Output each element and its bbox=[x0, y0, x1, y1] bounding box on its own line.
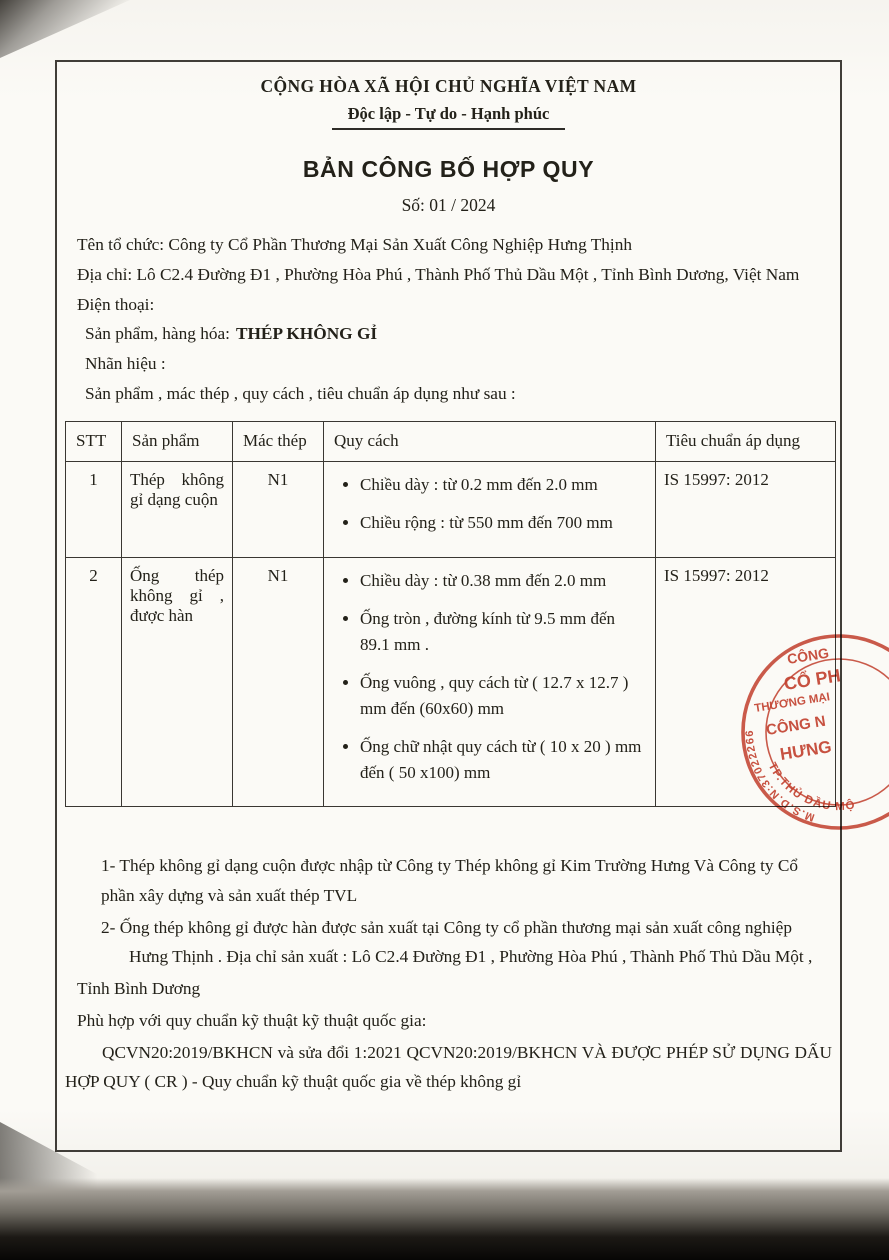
phone-line: Điện thoại: bbox=[77, 294, 155, 314]
row1-tieu-chuan: IS 15997: 2012 bbox=[656, 461, 836, 557]
note-conformity-intro: Phù hợp với quy chuẩn kỹ thuật kỹ thuật quốc gia: bbox=[77, 1010, 427, 1030]
document-title: BẢN CÔNG BỐ HỢP QUY bbox=[302, 156, 595, 182]
national-motto: Độc lập - Tự do - Hạnh phúc bbox=[332, 104, 566, 130]
seal-text-line: CÔNG N bbox=[764, 712, 827, 739]
seal-msdn-arc-text: M.S.D.N:37022266 bbox=[743, 729, 817, 824]
row1-mac-thep: N1 bbox=[233, 461, 324, 557]
seal-text-line: THƯƠNG MẠI bbox=[753, 691, 831, 715]
product-value: THÉP KHÔNG GỈ bbox=[235, 324, 378, 344]
row2-spec-item: • Chiều dày : từ 0.38 mm đến 2.0 mm bbox=[360, 568, 647, 594]
note-source-1: 1- Thép không gỉ dạng cuộn được nhập từ Công ty Thép không gỉ Kim Trường Hưng Và Công ty Cổ phần xây dựng và sản xuất thép TVL bbox=[101, 856, 799, 905]
row2-spec-item: • Ống chữ nhật quy cách từ ( 10 x 20 ) mm đến ( 50 x100) mm bbox=[360, 734, 647, 785]
row2-quy-cach bbox=[324, 557, 656, 807]
product-line bbox=[85, 319, 832, 349]
row2-spec-item: • Ống vuông , quy cách từ ( 12.7 x 12.7 ) mm đến (60x60) mm bbox=[360, 670, 647, 721]
seal-text-line: CÔNG bbox=[785, 644, 830, 667]
row2-tieu-chuan: IS 15997: 2012 bbox=[656, 557, 836, 807]
product-label: Sản phẩm, hàng hóa: bbox=[85, 324, 230, 344]
header-tieu-chuan: Tiêu chuẩn áp dụng bbox=[656, 421, 836, 461]
address-line: Địa chỉ: Lô C2.4 Đường Đ1 , Phường Hòa Phú , Thành Phố Thủ Dầu Một , Tỉnh Bình Dương, Việt Nam bbox=[77, 264, 800, 284]
note-source-2: 2- Ống thép không gỉ được hàn được sản xuất tại Công ty cổ phần thương mại sản xuất công nghiệp Hưng Thịnh . Địa chỉ sản xuất : Lô C2.4 Đường Đ1 , Phường Hòa Phú , Thành Phố Thủ Dầu Một , bbox=[101, 917, 813, 967]
seal-text-line: HƯNG bbox=[778, 737, 833, 764]
table-row bbox=[66, 557, 836, 807]
row1-spec-item: • Chiều rộng : từ 550 mm đến 700 mm bbox=[360, 510, 647, 536]
row2-san-pham: Ống thép không gỉ , được hàn bbox=[122, 557, 233, 807]
header-san-pham: Sản phẩm bbox=[122, 421, 233, 461]
notes-section bbox=[65, 851, 832, 1097]
note-province: Tỉnh Bình Dương bbox=[77, 979, 201, 998]
seal-text-line: CỔ PH bbox=[782, 665, 842, 694]
row1-quy-cach bbox=[324, 461, 656, 557]
header-quy-cach: Quy cách bbox=[324, 421, 656, 461]
seal-city-arc-text: TP.THỦ DẦU MỘ bbox=[765, 760, 857, 814]
row1-stt: 1 bbox=[66, 461, 122, 557]
organization-line: Tên tổ chức: Công ty Cổ Phần Thương Mại Sản Xuất Công Nghiệp Hưng Thịnh bbox=[77, 235, 632, 254]
document-border-frame bbox=[55, 60, 842, 1152]
document-number: Số: 01 / 2024 bbox=[401, 195, 496, 215]
scan-shadow-bottom bbox=[0, 1178, 889, 1260]
scan-shadow-top-left bbox=[0, 0, 130, 58]
header-stt: STT bbox=[66, 421, 122, 461]
row2-spec-item: • Ống tròn , đường kính từ 9.5 mm đến 89.1 mm . bbox=[360, 606, 647, 657]
note-regulation: QCVN20:2019/BKHCN và sửa đổi 1:2021 QCVN20:2019/BKHCN VÀ ĐƯỢC PHÉP SỬ DỤNG DẤU HỢP QUY ( CR ) - Quy chuẩn kỹ thuật quốc gia về thép không gỉ bbox=[65, 1042, 832, 1092]
table-row bbox=[66, 461, 836, 557]
row1-spec-item: • Chiều dày : từ 0.2 mm đến 2.0 mm bbox=[360, 472, 647, 498]
row2-stt: 2 bbox=[66, 557, 122, 807]
row2-mac-thep: N1 bbox=[233, 557, 324, 807]
table-intro-line: Sản phẩm , mác thép , quy cách , tiêu chuẩn áp dụng như sau : bbox=[85, 383, 516, 403]
table-header-row bbox=[66, 421, 836, 461]
product-spec-table bbox=[65, 421, 836, 808]
header-mac-thep: Mác thép bbox=[233, 421, 324, 461]
motto-wrap bbox=[65, 104, 832, 130]
national-title: CỘNG HÒA XÃ HỘI CHỦ NGHĨA VIỆT NAM bbox=[260, 76, 637, 96]
brand-line: Nhãn hiệu : bbox=[85, 354, 166, 373]
row1-san-pham: Thép không gỉ dạng cuộn bbox=[122, 461, 233, 557]
